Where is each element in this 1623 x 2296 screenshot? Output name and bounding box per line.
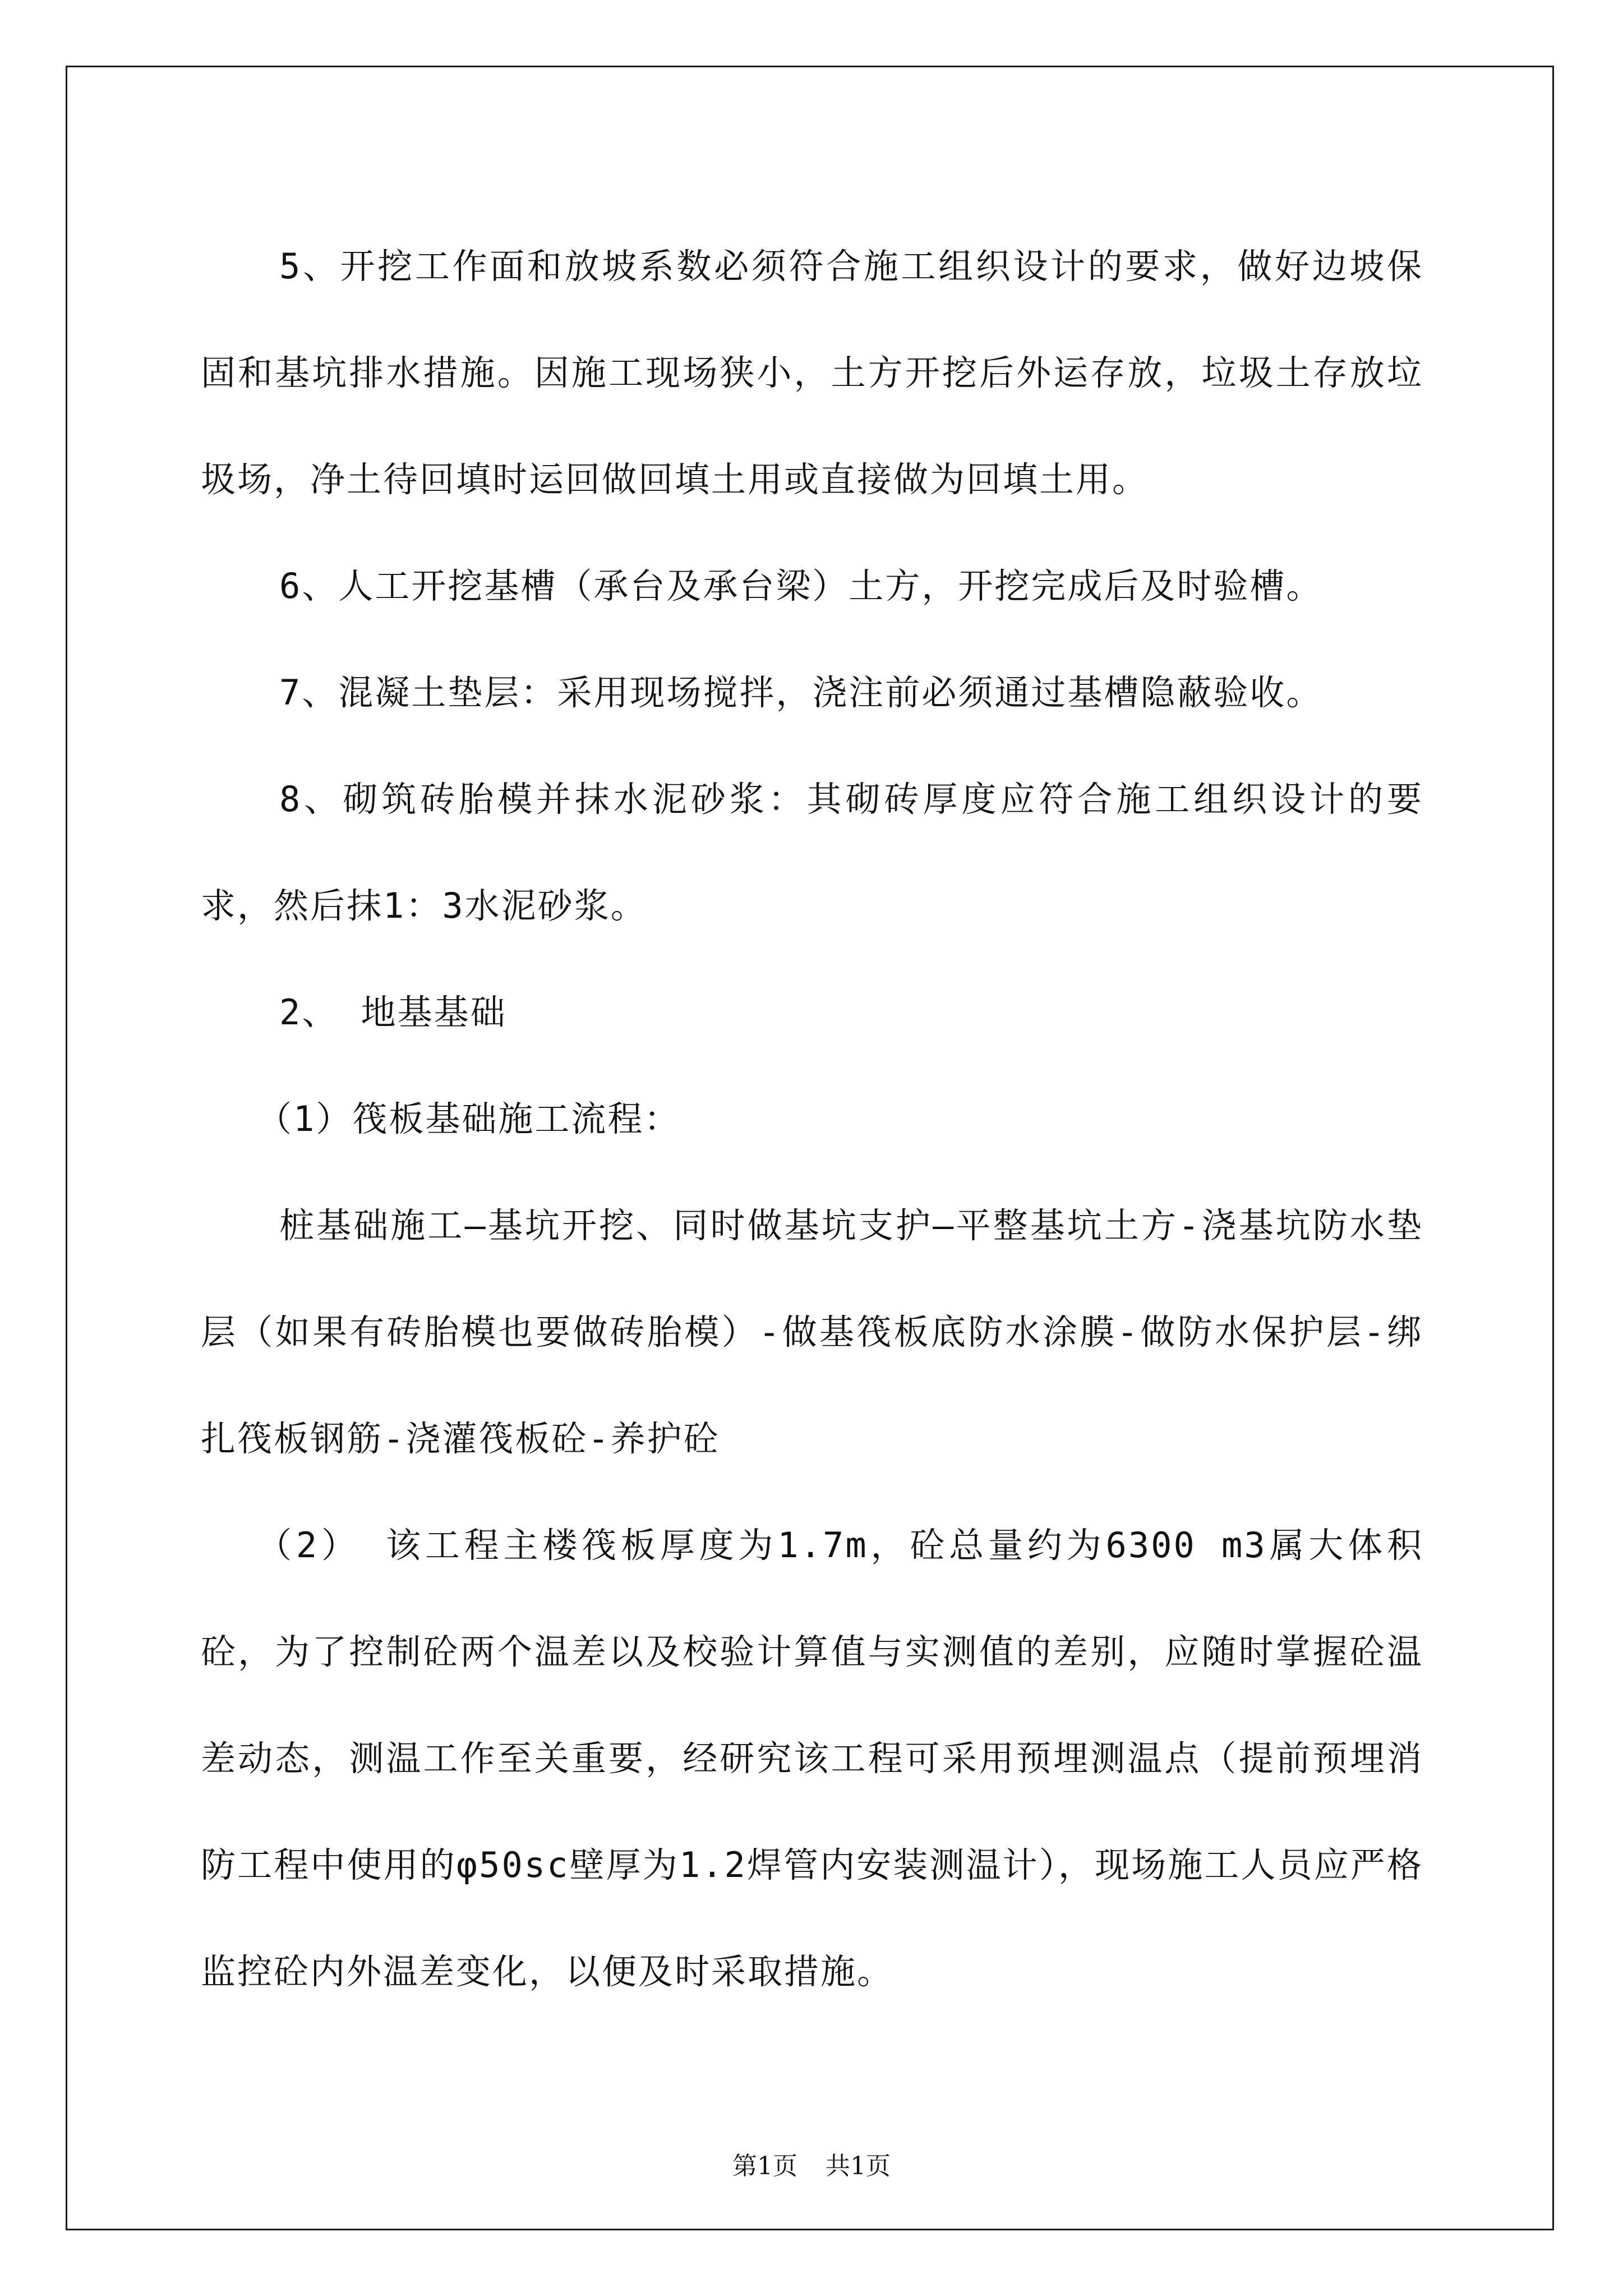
paragraph-brick-mold: 8、砌筑砖胎模并抹水泥砂浆：其砌砖厚度应符合施工组织设计的要求，然后抹1：3水泥砂浆。 xyxy=(201,779,1423,926)
paragraph-manual-trench: 6、人工开挖基槽（承台及承台梁）土方，开挖完成后及时验槽。 xyxy=(279,565,1323,606)
paragraph-concrete-cushion: 7、混凝土垫层：采用现场搅拌，浇注前必须通过基槽隐蔽验收。 xyxy=(279,672,1323,713)
paragraph-temperature-monitoring: （2） 该工程主楼筏板厚度为1.7m，砼总量约为6300 m3属大体积砼，为了控制砼两个温差以及校验计算值与实测值的差别，应随时掌握砼温差动态，测温工作至关重要，经研究该工程可采用预埋测温点（提前预埋消防工程中使用的φ50sc壁厚为1.2焊管内安装测温计），现场施工人员应严格监控砼内外温差变化，以便及时采取措施。 xyxy=(201,1525,1423,1992)
page-number: 第1页 xyxy=(732,2152,797,2180)
paragraph-excavation: 5、开挖工作面和放坡系数必须符合施工组织设计的要求，做好边坡保固和基坑排水措施。因施工现场狭小，土方开挖后外运存放，垃圾土存放垃圾场，净土待回填时运回做回填土用或直接做为回填土用。 xyxy=(201,246,1423,500)
page-total: 共1页 xyxy=(826,2152,891,2180)
paragraph-raft-process: 桩基础施工—基坑开挖、同时做基坑支护—平整基坑土方-浇基坑防水垫层（如果有砖胎模也要做砖胎模）-做基筏板底防水涂膜-做防水保护层-绑扎筏板钢筋-浇灌筏板砼-养护砼 xyxy=(201,1205,1423,1459)
subheading-raft-process: （1）筏板基础施工流程： xyxy=(257,1098,681,1139)
section-heading-foundation: 2、 地基基础 xyxy=(279,992,507,1033)
document-body xyxy=(201,213,1423,2025)
page-footer xyxy=(0,2146,1623,2182)
